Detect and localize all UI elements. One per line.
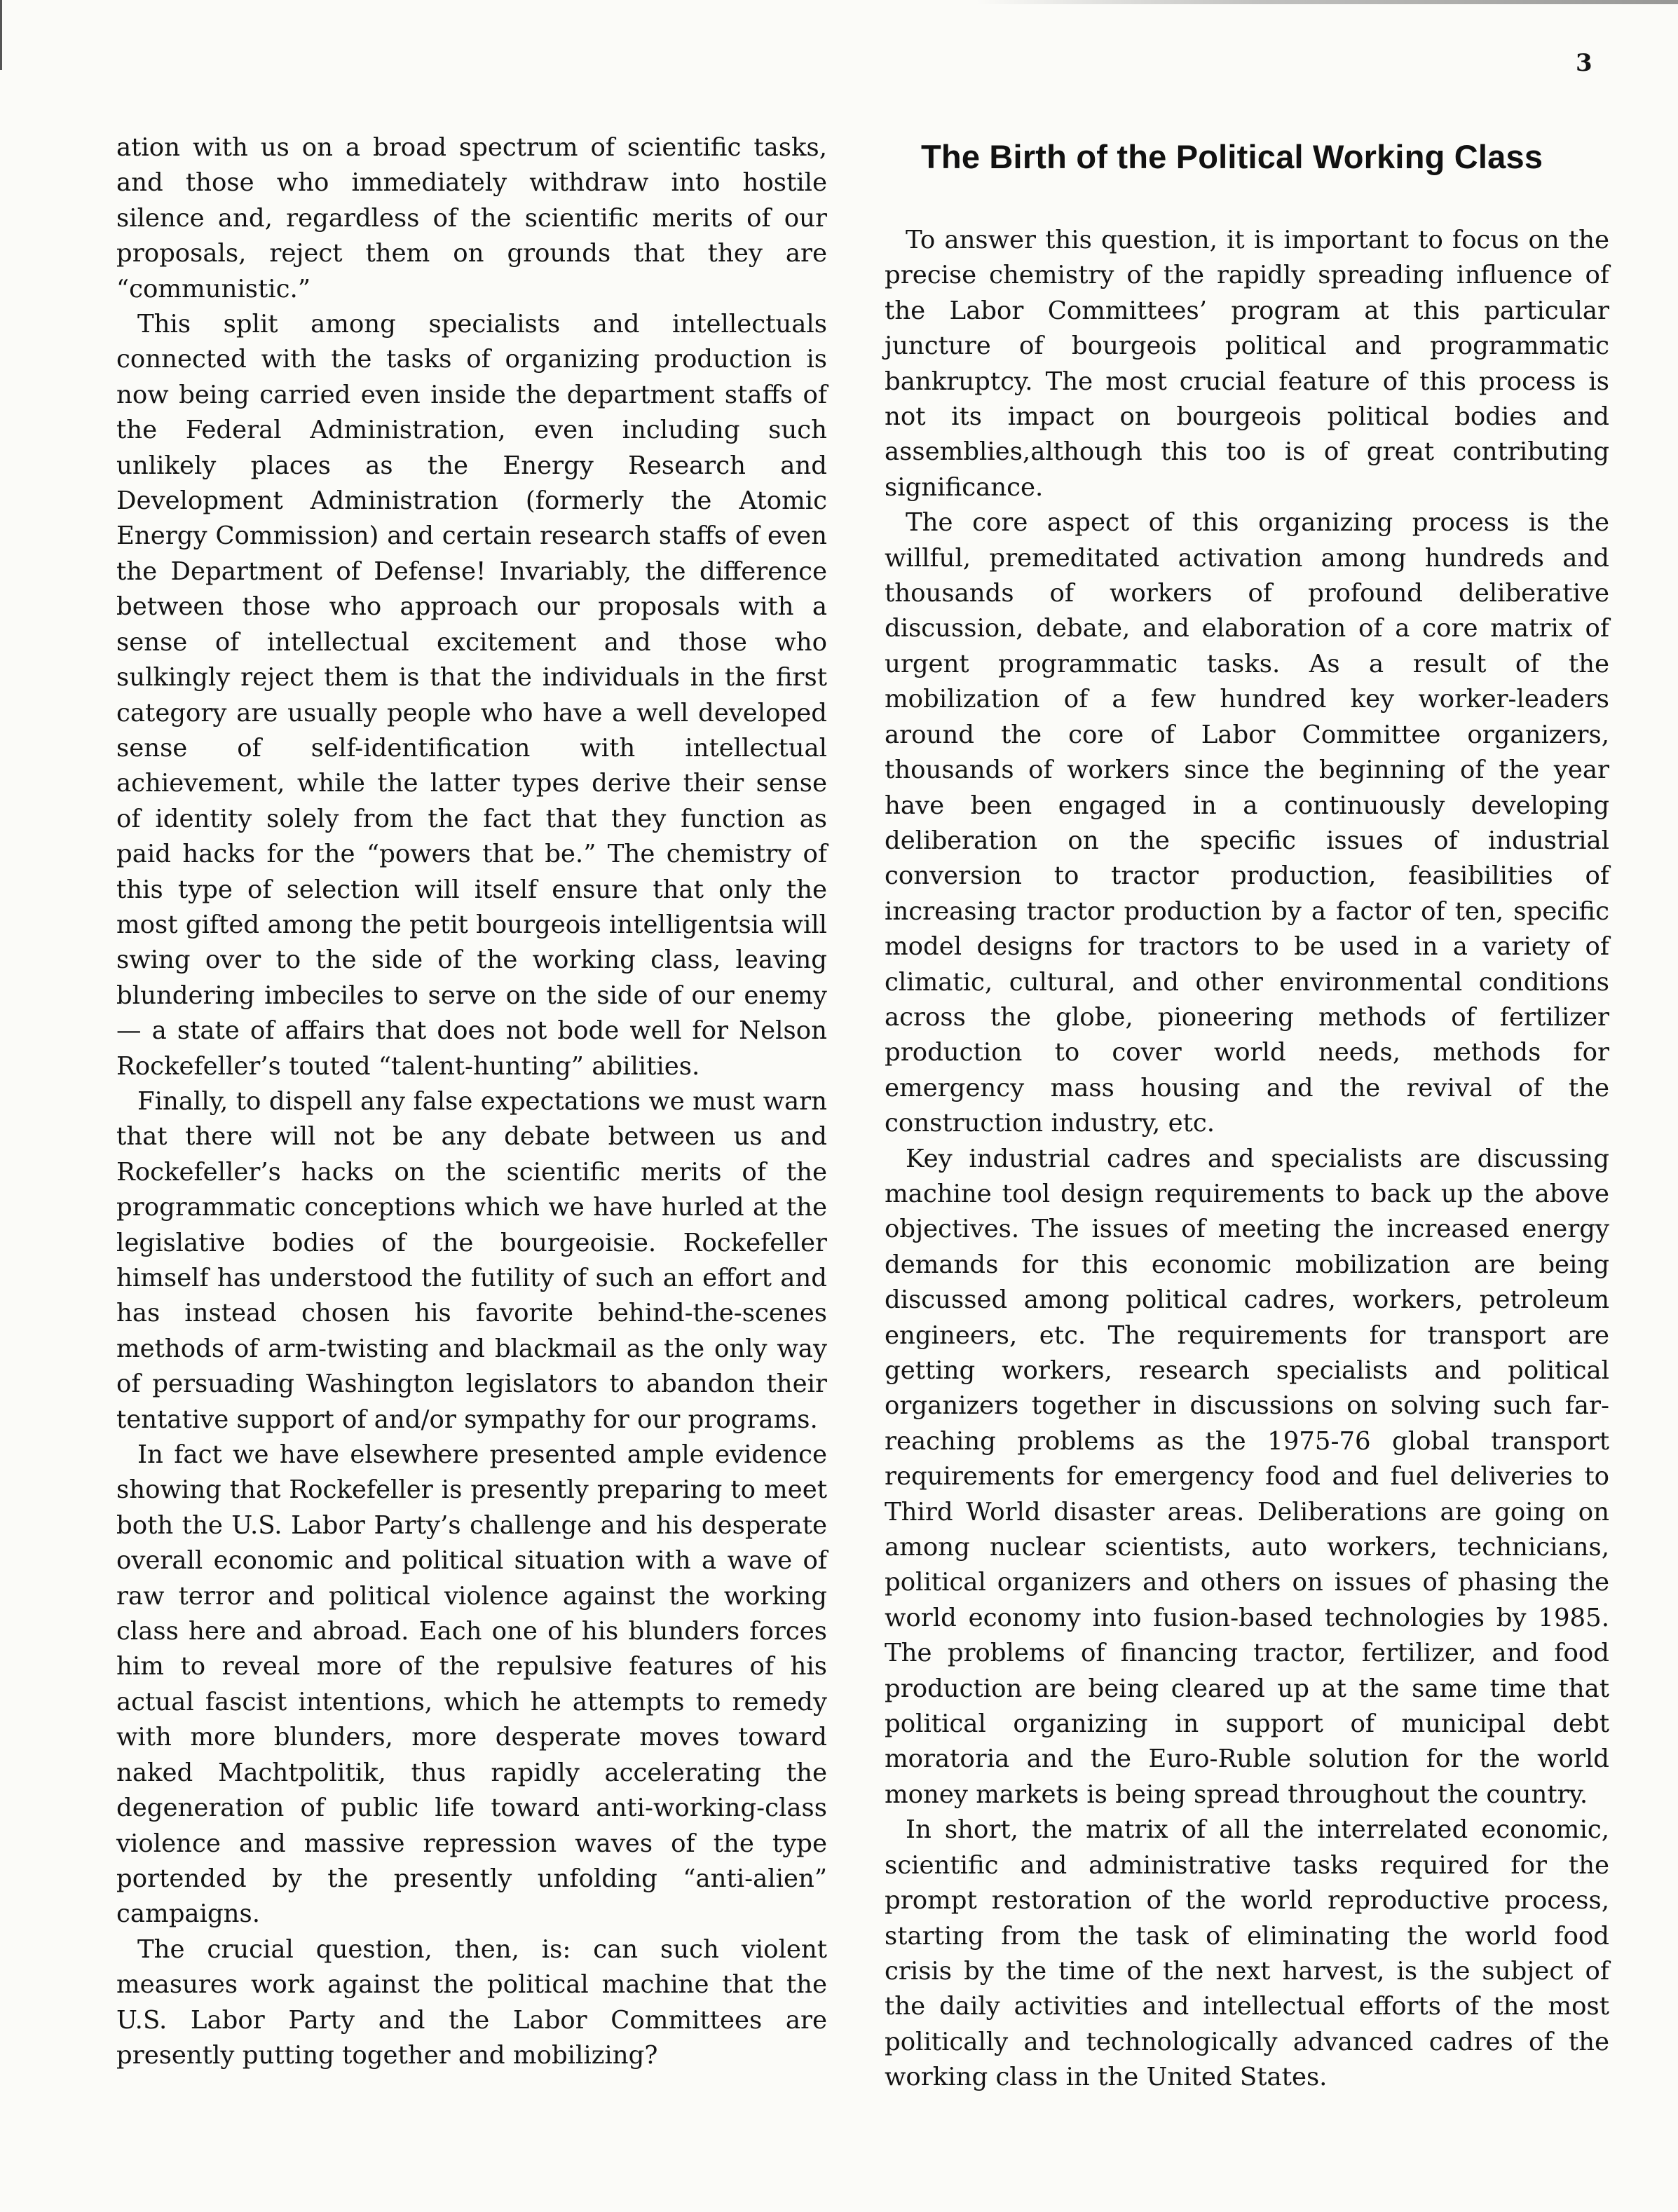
paragraph: Finally, to dispell any false expectations we must warn that there will not be any debate between us and Rockefeller’s hacks on the scientific merits of the programmatic conceptions which we have hurled at the legislative bodies of the bourgeoisie. Rockefeller himself has understood the futility of such an effort and has instead chosen his favorite behind-the-scenes methods of arm-twisting and blackmail as the only way of persuading Washington legislators to abandon their tentative support of and/or sympathy for our programs.: [116, 1086, 827, 1434]
right-column: [885, 223, 1609, 2096]
paragraph: This split among specialists and intellectuals connected with the tasks of organizing production is now being carried even inside the department staffs of the Federal Administration, even including such unlikely places as the Energy Research and Development Administration (formerly the Atomic Energy Commission) and certain research staffs of even the Department of Defense! Invariably, the difference between those who approach our proposals with a sense of intellectual excitement and those who sulkingly reject them is that the individuals in the first category are usually people who have a well developed sense of self-identification with intellectual achievement, while the latter types derive their sense of identity solely from the fact that they function as paid hacks for the “powers that be.” The chemistry of this type of selection will itself ensure that only the most gifted among the petit bourgeois intelligentsia will swing over to the side of the working class, leaving blundering imbeciles to serve on the side of our enemy — a state of affairs that does not bode well for Nelson Rockefeller’s touted “talent-hunting” abilities.: [116, 310, 827, 1081]
scan-top-mark: [977, 0, 1678, 4]
left-column: [116, 130, 827, 2073]
paragraph: In short, the matrix of all the interrelated economic, scientific and administrative tasks required for the prompt restoration of the world reproductive process, starting from the task of eliminating the world food crisis by the time of the next harvest, is the subject of the daily activities and intellectual efforts of the most politically and technologically advanced cadres of the working class in the United States.: [885, 1815, 1609, 2092]
paragraph: In fact we have elsewhere presented ample evidence showing that Rockefeller is presently preparing to meet both the U.S. Labor Party’s challenge and his desperate overall economic and political situation with a wave of raw terror and political violence against the working class here and abroad. Each one of his blunders forces him to reveal more of the repulsive features of his actual fascist intentions, which he attempts to remedy with more blunders, more desperate moves toward naked Machtpolitik, thus rapidly accelerating the degeneration of public life toward anti-working-class violence and massive repression waves of the type portended by the presently unfolding “anti-alien” campaigns.: [116, 1440, 827, 1929]
paragraph: ation with us on a broad spectrum of scientific tasks, and those who immediately withdraw into hostile silence and, regardless of the scientific merits of our proposals, reject them on grounds that they are “communistic.”: [116, 133, 827, 303]
page-number: 3: [1576, 49, 1592, 77]
paragraph: Key industrial cadres and specialists are discussing machine tool design requirements to back up the above objectives. The issues of meeting the increased energy demands for this economic mobilization are being discussed among political cadres, workers, petroleum engineers, etc. The requirements for transport are getting workers, research specialists and political organizers together in discussions on solving such far-reaching problems as the 1975-76 global transport requirements for emergency food and fuel deliveries to Third World disaster areas. Deliberations are going on among nuclear scientists, auto workers, technicians, political organizers and others on issues of phasing the world economy into fusion-based technologies by 1985. The problems of financing tractor, fertilizer, and food production are being cleared up at the same time that political organizing in support of municipal debt moratoria and the Euro-Ruble solution for the world money markets is being spread throughout the country.: [885, 1144, 1609, 1809]
paragraph: The crucial question, then, is: can such violent measures work against the political machine that the U.S. Labor Party and the Labor Committees are presently putting together and mobilizing?: [116, 1934, 827, 2070]
section-title: The Birth of the Political Working Class: [921, 138, 1543, 175]
paragraph: To answer this question, it is important to focus on the precise chemistry of the rapidly spreading influence of the Labor Committees’ program at this particular juncture of bourgeois political and programmatic bankruptcy. The most crucial feature of this process is not its impact on bourgeois political bodies and assemblies,although this too is of great contributing significance.: [885, 226, 1609, 502]
paragraph: The core aspect of this organizing process is the willful, premeditated activation among hundreds and thousands of workers of profound deliberative discussion, debate, and elaboration of a core matrix of urgent programmatic tasks. As a result of the mobilization of a few hundred key worker-leaders around the core of Labor Committee organizers, thousands of workers since the beginning of the year have been engaged in a continuously developing deliberation on the specific issues of industrial conversion to tractor production, feasibilities of increasing tractor production by a factor of ten, specific model designs for tractors to be used in a variety of climatic, cultural, and other environmental conditions across the globe, pioneering methods of fertilizer production to cover world needs, methods for emergency mass housing and the revival of the construction industry, etc.: [885, 508, 1609, 1138]
scan-edge-mark: [0, 0, 2, 70]
